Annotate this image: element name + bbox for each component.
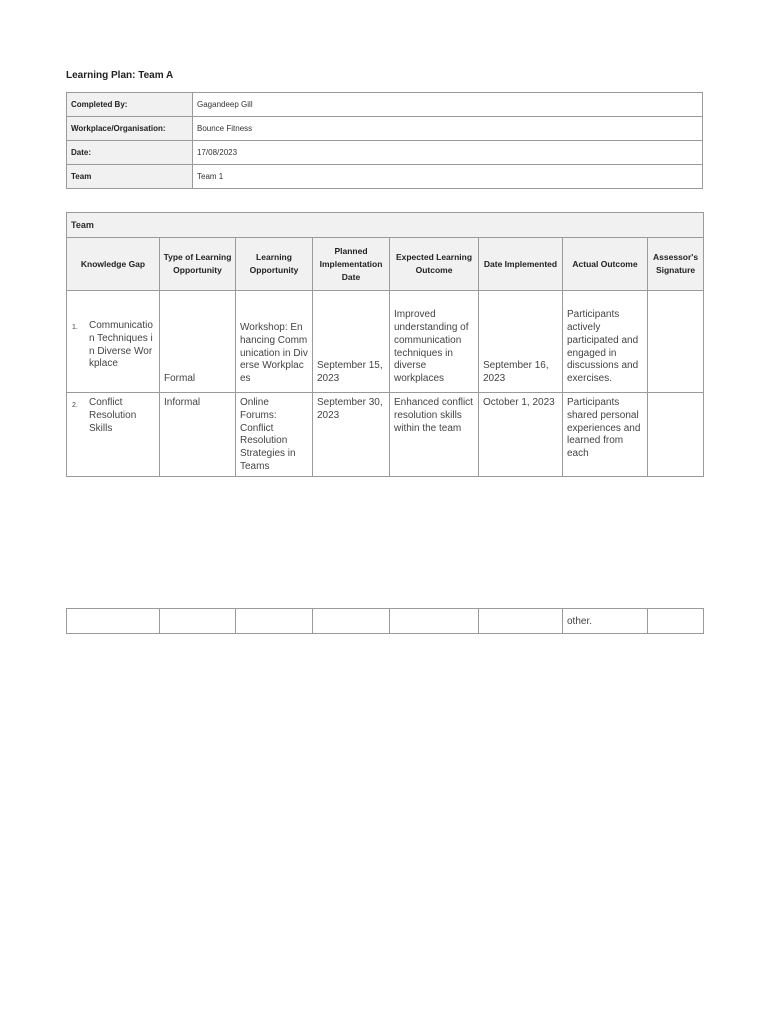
- document-title: Learning Plan: Team A: [66, 70, 174, 81]
- knowledge-gap-cell: [67, 291, 160, 393]
- info-row-workplace: [67, 117, 703, 141]
- section-label: Team: [67, 213, 704, 238]
- header-signature: Assessor's Signature: [648, 238, 704, 291]
- learning-plan-table: [66, 212, 704, 477]
- info-label: Team: [67, 165, 193, 189]
- knowledge-gap-cell: [67, 393, 160, 477]
- info-value-team: Team 1: [193, 165, 703, 189]
- info-row-date: [67, 141, 703, 165]
- list-number: 1.: [72, 324, 78, 331]
- planned-date-cell: September 15, 2023: [313, 291, 390, 393]
- knowledge-gap-text: Conflict Resolution Skills: [89, 397, 137, 434]
- info-value-date: 17/08/2023: [193, 141, 703, 165]
- signature-cell[interactable]: [648, 291, 704, 393]
- date-implemented-cell: [479, 609, 563, 634]
- column-header-row: [67, 238, 704, 291]
- continuation-table: [66, 608, 704, 634]
- list-number: 2.: [72, 402, 78, 409]
- section-header-row: [67, 213, 704, 238]
- info-value-workplace: Bounce Fitness: [193, 117, 703, 141]
- knowledge-gap-cell: [67, 609, 160, 634]
- info-label: Date:: [67, 141, 193, 165]
- planned-date-cell: [313, 609, 390, 634]
- info-label: Completed By:: [67, 93, 193, 117]
- type-cell: Formal: [160, 291, 236, 393]
- actual-outcome-cell: other.: [563, 609, 648, 634]
- info-table: [66, 92, 703, 189]
- table-row: [67, 393, 704, 477]
- info-row-completed-by: [67, 93, 703, 117]
- header-type: Type of Learning Opportunity: [160, 238, 236, 291]
- header-planned-date: Planned Implementation Date: [313, 238, 390, 291]
- type-cell: Informal: [160, 393, 236, 477]
- actual-outcome-cell: Participants actively participated and engaged in discussions and exercises.: [563, 291, 648, 393]
- opportunity-cell: [236, 609, 313, 634]
- actual-outcome-cell: Participants shared personal experiences and learned from each: [563, 393, 648, 477]
- expected-outcome-cell: Improved understanding of communication techniques in diverse workplaces: [390, 291, 479, 393]
- continuation-row: [67, 609, 704, 634]
- info-label: Workplace/Organisation:: [67, 117, 193, 141]
- opportunity-cell: Workshop: Enhancing Communication in Diverse Workplaces: [236, 291, 313, 393]
- header-knowledge-gap: Knowledge Gap: [67, 238, 160, 291]
- opportunity-cell: Online Forums: Conflict Resolution Strategies in Teams: [236, 393, 313, 477]
- header-date-implemented: Date Implemented: [479, 238, 563, 291]
- info-row-team: [67, 165, 703, 189]
- header-actual-outcome: Actual Outcome: [563, 238, 648, 291]
- info-value-completed-by: Gagandeep Gill: [193, 93, 703, 117]
- expected-outcome-cell: Enhanced conflict resolution skills within the team: [390, 393, 479, 477]
- signature-cell[interactable]: [648, 609, 704, 634]
- date-implemented-cell: October 1, 2023: [479, 393, 563, 477]
- date-implemented-cell: September 16, 2023: [479, 291, 563, 393]
- knowledge-gap-text: Communication Techniques in Diverse Workplace: [89, 320, 153, 370]
- expected-outcome-cell: [390, 609, 479, 634]
- planned-date-cell: September 30, 2023: [313, 393, 390, 477]
- signature-cell[interactable]: [648, 393, 704, 477]
- table-row: [67, 291, 704, 393]
- header-opportunity: Learning Opportunity: [236, 238, 313, 291]
- type-cell: [160, 609, 236, 634]
- header-expected-outcome: Expected Learning Outcome: [390, 238, 479, 291]
